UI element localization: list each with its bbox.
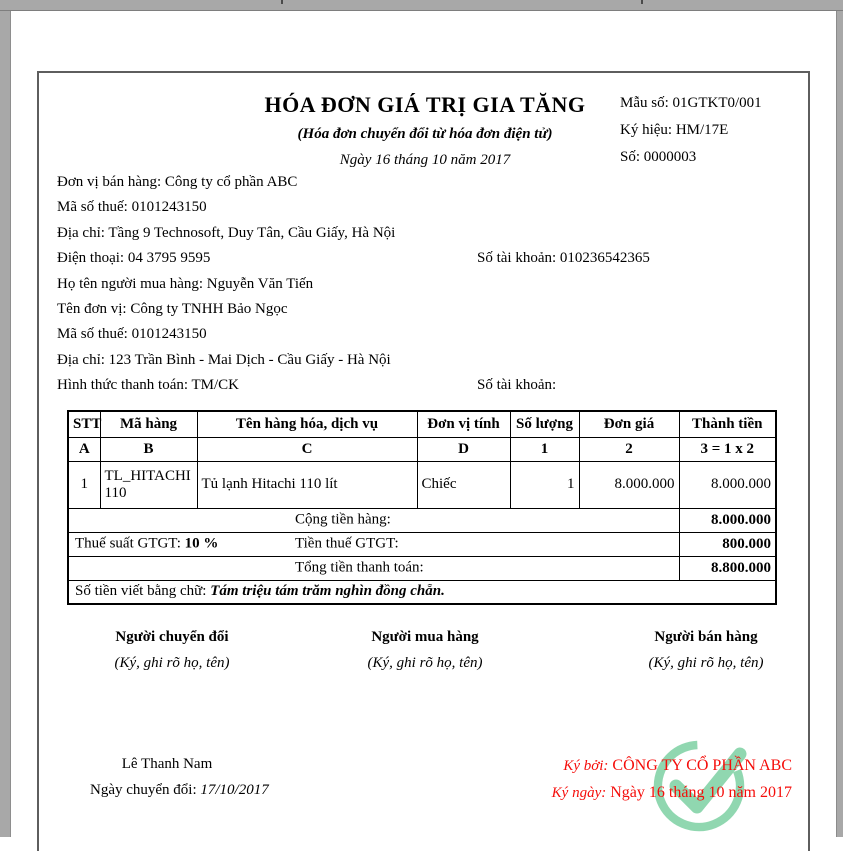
grand-total-value: 8.800.000	[679, 556, 776, 580]
col-header-unit: Đơn vị tính	[417, 411, 510, 437]
signature-title: Người mua hàng	[371, 629, 479, 645]
invoice-title: HÓA ĐƠN GIÁ TRỊ GIA TĂNG	[264, 92, 586, 117]
seller-address: Địa chỉ: Tầng 9 Technosoft, Duy Tân, Cầu Giấy, Hà Nội	[57, 224, 396, 241]
stamp-signed-by-value: CÔNG TY CỔ PHẦN ABC	[612, 757, 792, 774]
scrollbar[interactable]	[836, 11, 843, 837]
subheader-3: 3 = 1 x 2	[679, 437, 776, 461]
ruler-tick	[641, 0, 643, 4]
signature-note: (Ký, ghi rõ họ, tên)	[367, 655, 483, 671]
subtotal-label: Cộng tiền hàng:	[295, 511, 391, 528]
subheader-c: C	[197, 437, 417, 461]
tax-label: Tiền thuế GTGT:	[295, 535, 399, 552]
seller-phone: Điện thoại: 04 3795 9595	[57, 250, 211, 267]
seller-unit: Đơn vị bán hàng: Công ty cổ phần ABC	[57, 174, 298, 190]
col-header-item-code: Mã hàng	[100, 411, 197, 437]
col-header-quantity: Số lượng	[510, 411, 579, 437]
col-header-item-name: Tên hàng hóa, dịch vụ	[197, 411, 417, 437]
buyer-account: Số tài khoản:	[477, 377, 557, 394]
cell-unit: Chiếc	[417, 461, 510, 508]
conversion-date-label: Ngày chuyển đổi:	[90, 782, 197, 798]
cell-item-code: TL_HITACHI 110	[100, 461, 197, 508]
window-frame-top	[0, 0, 843, 11]
subheader-b: B	[100, 437, 197, 461]
amount-in-words-row	[68, 580, 776, 604]
ruler-tick	[281, 0, 283, 4]
subheader-a: A	[68, 437, 100, 461]
serial-code: Ký hiệu: HM/17E	[620, 122, 729, 138]
col-header-unit-price: Đơn giá	[579, 411, 679, 437]
signature-title: Người bán hàng	[654, 629, 758, 645]
subheader-d: D	[417, 437, 510, 461]
signature-block-buyer	[320, 629, 530, 672]
conversion-date-line	[90, 782, 269, 799]
table-subheader-row	[68, 437, 776, 461]
invoice-date: Ngày 16 tháng 10 năm 2017	[339, 152, 511, 168]
invoice-meta	[620, 95, 762, 176]
seller-phone-row	[57, 250, 797, 275]
subheader-2: 2	[579, 437, 679, 461]
col-header-stt: STT	[68, 411, 100, 437]
signature-block-converter	[67, 629, 277, 672]
converter-name: Lê Thanh Nam	[121, 756, 213, 772]
stamp-signed-date-label: Ký ngày:	[551, 785, 607, 801]
conversion-date-value: 17/10/2017	[200, 782, 269, 798]
grand-total-row	[68, 556, 776, 580]
buyer-payment-row	[57, 377, 797, 402]
signature-block-seller	[600, 629, 812, 672]
buyer-payment-method: Hình thức thanh toán: TM/CK	[57, 377, 240, 394]
cell-quantity: 1	[510, 461, 579, 508]
cell-amount: 8.000.000	[679, 461, 776, 508]
col-header-amount: Thành tiền	[679, 411, 776, 437]
tax-value: 800.000	[679, 532, 776, 556]
buyer-person: Họ tên người mua hàng: Nguyễn Văn Tiến	[57, 275, 314, 292]
tax-rate-value: 10 %	[184, 535, 219, 552]
signature-note: (Ký, ghi rõ họ, tên)	[114, 655, 230, 671]
stamp-signed-by-label: Ký bởi:	[563, 758, 609, 774]
seller-account: Số tài khoản: 010236542365	[477, 250, 650, 267]
items-table	[67, 410, 777, 605]
signature-title: Người chuyển đổi	[115, 629, 229, 645]
amount-in-words-label: Số tiền viết bằng chữ:	[75, 583, 207, 600]
party-info	[57, 174, 797, 403]
grand-total-label: Tổng tiền thanh toán:	[295, 559, 424, 576]
invoice-number: Số: 0000003	[620, 149, 697, 165]
cell-stt: 1	[68, 461, 100, 508]
cell-item-name: Tủ lạnh Hitachi 110 lít	[197, 461, 417, 508]
table-row	[68, 461, 776, 508]
buyer-tax-code: Mã số thuế: 0101243150	[57, 326, 207, 343]
subtotal-value: 8.000.000	[679, 508, 776, 532]
subheader-1: 1	[510, 437, 579, 461]
buyer-unit: Tên đơn vị: Công ty TNHH Bảo Ngọc	[57, 300, 288, 317]
cell-unit-price: 8.000.000	[579, 461, 679, 508]
subtotal-row	[68, 508, 776, 532]
amount-in-words-value: Tám triệu tám trăm nghìn đồng chẵn.	[210, 583, 445, 600]
buyer-address: Địa chỉ: 123 Trần Bình - Mai Dịch - Cầu Giấy - Hà Nội	[57, 351, 391, 368]
signature-note: (Ký, ghi rõ họ, tên)	[648, 655, 764, 671]
form-number: Mẫu số: 01GTKT0/001	[620, 95, 762, 111]
seller-tax-code: Mã số thuế: 0101243150	[57, 199, 207, 216]
window-frame-left	[0, 11, 11, 837]
stamp-signed-by-line	[563, 757, 792, 775]
tax-rate-label: Thuế suất GTGT:	[75, 535, 181, 552]
invoice-subtitle: (Hóa đơn chuyển đổi từ hóa đơn điện tử)	[297, 126, 553, 142]
stamp-signed-date-line	[552, 784, 792, 802]
table-header-row	[68, 411, 776, 437]
stamp-signed-date-value: Ngày 16 tháng 10 năm 2017	[610, 784, 792, 801]
tax-row	[68, 532, 776, 556]
